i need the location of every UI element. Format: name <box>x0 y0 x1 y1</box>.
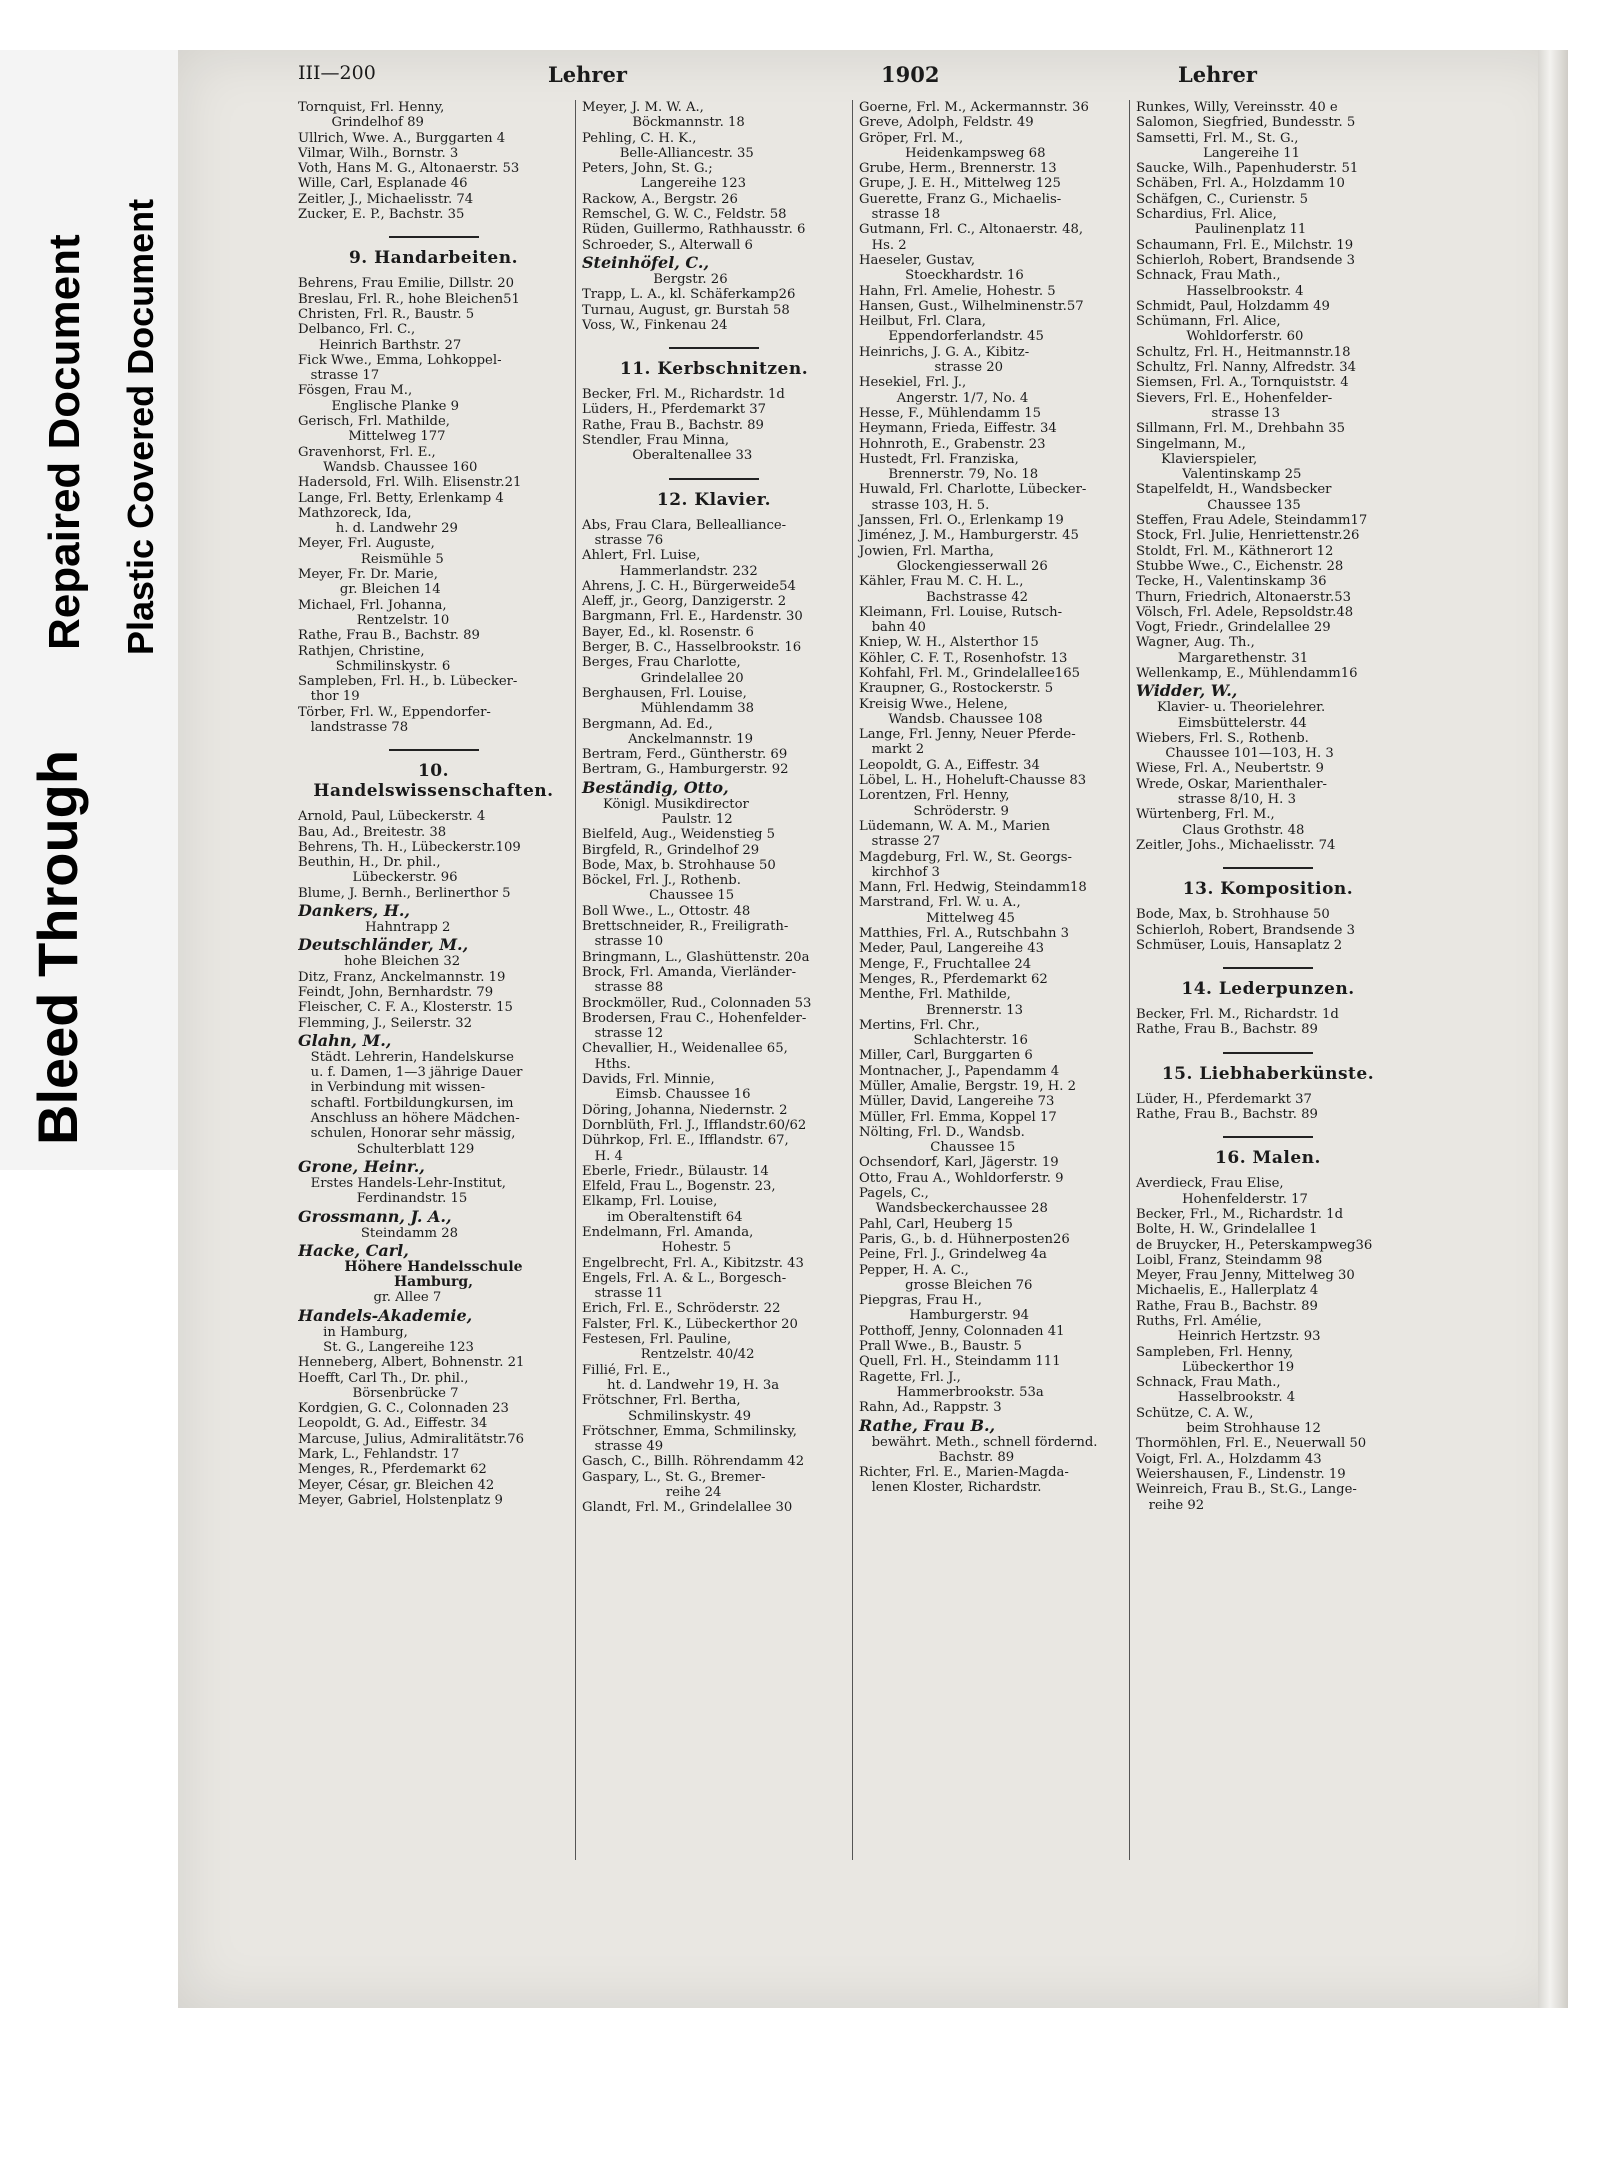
directory-entry: Bergstr. 26 <box>582 271 728 287</box>
directory-entry: Bargmann, Frl. E., Hardenstr. 30 <box>582 609 803 625</box>
directory-entry: Arnold, Paul, Lübeckerstr. 4 <box>298 809 486 825</box>
directory-entry: Becker, Frl. M., Richardstr. 1d <box>582 387 785 403</box>
directory-entry: Rathjen, Christine, Schmilinskystr. 6 <box>298 643 451 674</box>
directory-entry: Döring, Johanna, Niedernstr. 2 <box>582 1102 788 1118</box>
directory-entry: Gravenhorst, Frl. E., Wandsb. Chaussee 160 <box>298 444 478 475</box>
section-divider <box>1223 1052 1313 1054</box>
section-divider <box>389 749 479 751</box>
directory-entry: Bau, Ad., Breitestr. 38 <box>298 824 447 840</box>
directory-entry: Hesekiel, Frl. J., Angerstr. 1/7, No. 4 <box>859 375 1029 406</box>
directory-entry: Marcuse, Julius, Admiralitätstr.76 <box>298 1431 525 1447</box>
directory-entry: Schümann, Frl. Alice, Wohldorferstr. 60 <box>1136 314 1304 345</box>
section-heading: 13. Komposition. <box>1182 879 1354 900</box>
directory-entry: Menge, F., Fruchtallee 24 <box>859 956 1032 972</box>
directory-entry: Lüdemann, W. A. M., Marien strasse 27 <box>859 818 1051 850</box>
directory-entry: Schäfgen, C., Curienstr. 5 <box>1136 191 1309 207</box>
directory-entry: Schaumann, Frl. E., Milchstr. 19 <box>1136 237 1354 253</box>
directory-entry: Schnack, Frau Math., Hasselbrookstr. 4 <box>1136 1375 1296 1406</box>
directory-entry: Dornblüth, Frl. J., Ifflandstr.60/62 <box>582 1117 807 1133</box>
directory-entry: Brockmöller, Rud., Colonnaden 53 <box>582 995 812 1011</box>
directory-entry: Klavier- u. Theorielehrer. Eimsbüttelerstr. 44 <box>1156 700 1326 731</box>
directory-entry: Henneberg, Albert, Bohnenstr. 21 <box>298 1355 525 1371</box>
directory-entry: Berger, B. C., Hasselbrookstr. 16 <box>582 640 802 656</box>
directory-entry: Hansen, Gust., Wilhelminenstr.57 <box>859 298 1084 314</box>
scanned-page <box>178 50 1568 2008</box>
directory-entry: Menthe, Frl. Mathilde, Brennerstr. 13 <box>859 987 1024 1018</box>
directory-entry: Huwald, Frl. Charlotte, Lübecker- strasse 103, H. 5. <box>859 482 1087 513</box>
directory-entry: Menges, R., Pferdemarkt 62 <box>298 1462 487 1478</box>
directory-entry: Marstrand, Frl. W. u. A., Mittelweg 45 <box>859 895 1021 926</box>
directory-entry: Voigt, Frl. A., Holzdamm 43 <box>1136 1451 1322 1467</box>
directory-entry: Böckel, Frl. J., Rothenb. Chaussee 15 <box>582 873 741 904</box>
directory-entry: Otto, Frau A., Wohldorferstr. 9 <box>859 1170 1064 1186</box>
directory-entry: Peters, John, St. G.; Langereihe 123 <box>582 161 747 192</box>
column-1 <box>298 100 575 1860</box>
directory-entry: Blume, J. Bernh., Berlinerthor 5 <box>298 885 511 901</box>
directory-entry: Kohfahl, Frl. M., Grindelallee165 <box>859 665 1080 681</box>
directory-entry: Michael, Frl. Johanna, Rentzelstr. 10 <box>298 597 450 628</box>
directory-entry: Sillmann, Frl. M., Drehbahn 35 <box>1136 421 1345 437</box>
directory-entry: Ullrich, Wwe. A., Burggarten 4 <box>298 130 506 146</box>
repaired-document-label: Repaired Document <box>40 234 89 650</box>
directory-entry: Loibl, Franz, Steindamm 98 <box>1136 1252 1323 1268</box>
directory-entry: Rackow, A., Bergstr. 26 <box>582 191 738 207</box>
directory-entry: Hahn, Frl. Amelie, Hohestr. 5 <box>859 283 1056 299</box>
directory-entry: Rathe, Frau B., Bachstr. 89 <box>298 628 480 644</box>
directory-entry: Elfeld, Frau L., Bogenstr. 23, <box>582 1179 776 1195</box>
directory-entry: Würtenberg, Frl. M., Claus Grothstr. 48 <box>1136 807 1305 838</box>
directory-entry: Gasch, C., Billh. Röhrendamm 42 <box>582 1454 805 1470</box>
directory-entry: gr. Allee 7 <box>298 1290 442 1306</box>
directory-entry: Hoefft, Carl Th., Dr. phil., Börsenbrücke 7 <box>298 1370 469 1401</box>
directory-entry: Hahntrapp 2 <box>298 920 451 936</box>
directory-entry: Potthoff, Jenny, Colonnaden 41 <box>859 1323 1065 1339</box>
directory-entry: Voss, W., Finkenau 24 <box>582 317 728 333</box>
directory-entry: Stapelfeldt, H., Wandsbecker Chaussee 135 <box>1136 482 1332 513</box>
directory-entry: de Bruycker, H., Peterskampweg36 <box>1136 1237 1373 1253</box>
directory-entry: Behrens, Th. H., Lübeckerstr.109 <box>298 839 521 855</box>
plastic-covered-label: Plastic Covered Document <box>120 198 161 655</box>
directory-entry: Brettschneider, R., Freiligrath- strasse 10 <box>582 919 789 950</box>
running-head <box>298 60 1408 94</box>
directory-entry: Gutmann, Frl. C., Altonaerstr. 48, Hs. 2 <box>859 222 1084 253</box>
directory-entry: Festesen, Frl. Pauline, Rentzelstr. 40/42 <box>582 1332 755 1363</box>
directory-entry: Schierloh, Robert, Brandsende 3 <box>1136 922 1356 938</box>
directory-entry: Gerisch, Frl. Mathilde, Mittelweg 177 <box>298 414 450 445</box>
directory-entry: Kähler, Frau M. C. H. L., Bachstrasse 42 <box>859 574 1029 605</box>
directory-entry: Lorentzen, Frl. Henny, Schröderstr. 9 <box>859 788 1010 819</box>
directory-entry: Stock, Frl. Julie, Henriettenstr.26 <box>1136 528 1360 544</box>
directory-entry: Hadersold, Frl. Wilh. Elisenstr.21 <box>298 475 522 491</box>
featured-name: Steinhöfel, C., <box>582 252 710 272</box>
directory-entry: Janssen, Frl. O., Erlenkamp 19 <box>859 513 1064 529</box>
directory-entry: Bode, Max, b. Strohhause 50 <box>582 857 776 873</box>
directory-entry: Schardius, Frl. Alice, Paulinenplatz 11 <box>1136 207 1307 238</box>
directory-entry: Bayer, Ed., kl. Rosenstr. 6 <box>582 624 754 640</box>
directory-entry: Salomon, Siegfried, Bundesstr. 5 <box>1136 115 1356 131</box>
directory-entry: Christen, Frl. R., Baustr. 5 <box>298 306 475 322</box>
directory-entry: Miller, Carl, Burggarten 6 <box>859 1048 1033 1064</box>
directory-entry: Meyer, Frl. Auguste, Reismühle 5 <box>298 536 444 567</box>
directory-entry: Stoldt, Frl. M., Käthnerort 12 <box>1136 543 1334 559</box>
directory-entry: Gröper, Frl. M., Heidenkampsweg 68 <box>859 130 1046 161</box>
directory-entry: Erich, Frl. E., Schröderstr. 22 <box>582 1301 781 1317</box>
directory-entry: Fick Wwe., Emma, Lohkoppel- strasse 17 <box>298 352 502 384</box>
directory-entry: in Hamburg, St. G., Langereihe 123 <box>323 1324 474 1355</box>
featured-name: Beständig, Otto, <box>582 777 729 797</box>
directory-entry: Bringmann, L., Glashüttenstr. 20a <box>582 949 810 965</box>
section-heading: 9. Handarbeiten. <box>348 248 519 269</box>
directory-entry: Endelmann, Frl. Amanda, Hohestr. 5 <box>582 1225 754 1256</box>
directory-entry: Davids, Frl. Minnie, Eimsb. Chaussee 16 <box>582 1072 751 1103</box>
directory-entry: Fillié, Frl. E., ht. d. Landwehr 19, H. 3a <box>582 1362 780 1393</box>
directory-entry: Menges, R., Pferdemarkt 62 <box>859 971 1048 987</box>
directory-entry: Meyer, J. M. W. A., Böckmannstr. 18 <box>582 100 745 131</box>
directory-entry: Meyer, Gabriel, Holstenplatz 9 <box>298 1492 503 1508</box>
section-heading: 12. Klavier. <box>656 489 772 510</box>
directory-entry: Pagels, C., Wandsbeckerchaussee 28 <box>859 1186 1048 1217</box>
directory-entry: Wille, Carl, Esplanade 46 <box>298 176 468 192</box>
directory-entry: Mertins, Frl. Chr., Schlachterstr. 16 <box>859 1017 1028 1049</box>
directory-entry: Zeitler, J., Michaelisstr. 74 <box>298 191 474 207</box>
directory-entry: Köhler, C. F. T., Rosenhofstr. 13 <box>859 650 1068 666</box>
featured-name: Deutschländer, M., <box>298 935 469 955</box>
directory-entry: Aleff, jr., Georg, Danzigerstr. 2 <box>582 594 787 610</box>
section-heading: 10. Handelswissenschaften. <box>313 761 554 802</box>
directory-entry: Falster, Frl. K., Lübeckerthor 20 <box>582 1316 798 1332</box>
directory-entry: Paris, G., b. d. Hühnerposten26 <box>859 1231 1070 1247</box>
directory-entry: Löbel, L. H., Hoheluft-Chausse 83 <box>859 773 1087 789</box>
column-3 <box>852 100 1129 1860</box>
directory-entry: Behrens, Frau Emilie, Dillstr. 20 <box>298 276 515 292</box>
directory-entry: Mark, L., Fehlandstr. 17 <box>298 1447 460 1463</box>
directory-entry: Matthies, Frl. A., Rutschbahn 3 <box>859 926 1070 942</box>
directory-entry: Sampleben, Frl. H., b. Lübecker- thor 19 <box>298 674 518 705</box>
directory-entry: Schäben, Frl. A., Holzdamm 10 <box>1136 176 1345 192</box>
section-heading: 14. Lederpunzen. <box>1181 979 1355 1000</box>
directory-entry: Heinrichs, J. G. A., Kibitz- strasse 20 <box>859 344 1030 376</box>
directory-entry: Saucke, Wilh., Papenhuderstr. 51 <box>1136 161 1359 177</box>
directory-entry: Piepgras, Frau H., Hamburgerstr. 94 <box>859 1293 1030 1324</box>
section-divider <box>1223 867 1313 869</box>
featured-name: Widder, W., <box>1136 681 1238 701</box>
directory-entry: Vilmar, Wilh., Bornstr. 3 <box>298 145 459 161</box>
directory-entry: Nölting, Frl. D., Wandsb. Chaussee 15 <box>859 1124 1025 1156</box>
directory-entry: Wellenkamp, E., Mühlendamm16 <box>1136 665 1358 681</box>
directory-entry: Rüden, Guillermo, Rathhausstr. 6 <box>582 222 806 238</box>
directory-entry: Montnacher, J., Papendamm 4 <box>859 1063 1060 1079</box>
directory-entry: Averdieck, Frau Elise, Hohenfelderstr. 17 <box>1136 1176 1308 1207</box>
directory-entry: Chevallier, H., Weidenallee 65, Hths. <box>582 1041 788 1072</box>
directory-entry: Brock, Frl. Amanda, Vierländer- strasse 88 <box>582 964 797 996</box>
directory-entry: Lange, Frl. Jenny, Neuer Pferde- markt 2 <box>859 727 1076 758</box>
directory-entry: Zeitler, Johs., Michaelisstr. 74 <box>1136 837 1336 853</box>
section-heading: 11. Kerbschnitzen. <box>619 359 809 380</box>
directory-entry: Grupe, J. E. H., Mittelweg 125 <box>859 176 1061 192</box>
directory-entry: Wiese, Frl. A., Neubertstr. 9 <box>1136 761 1324 777</box>
directory-entry: Steffen, Frau Adele, Steindamm17 <box>1136 513 1368 529</box>
directory-entry: Kleimann, Frl. Louise, Rutsch- bahn 40 <box>859 604 1063 636</box>
directory-entry: Leopoldt, G. A., Eiffestr. 34 <box>859 757 1040 773</box>
directory-entry: Ahlert, Frl. Luise, Hammerlandstr. 232 <box>582 548 758 579</box>
directory-entry: Gaspary, L., St. G., Bremer- reihe 24 <box>582 1469 766 1501</box>
directory-entry: bewährt. Meth., schnell fördernd. Bachstr. 89 <box>871 1434 1098 1465</box>
directory-entry: Brodersen, Frau C., Hohenfelder- strasse 12 <box>582 1010 807 1042</box>
directory-entry: Magdeburg, Frl. W., St. Georgs- kirchhof 3 <box>859 849 1072 880</box>
directory-entry: Berges, Frau Charlotte, Grindelallee 20 <box>582 655 744 686</box>
directory-entry: Törber, Frl. W., Eppendorfer- landstrasse 78 <box>298 704 491 735</box>
directory-entry: Sampleben, Frl. Henny, Lübeckerthor 19 <box>1136 1344 1295 1375</box>
directory-entry: Pehling, C. H. K., Belle-Alliancestr. 35 <box>582 130 754 161</box>
directory-entry: Heymann, Frieda, Eiffestr. 34 <box>859 421 1057 437</box>
directory-entry: Weiershausen, F., Lindenstr. 19 <box>1136 1466 1346 1482</box>
featured-line: Höhere Handelsschule Hamburg, <box>344 1258 523 1291</box>
directory-entry: Frötschner, Frl. Bertha, Schmilinskystr. 49 <box>582 1393 751 1424</box>
directory-entry: Boll Wwe., L., Ottostr. 48 <box>582 903 751 919</box>
directory-entry: Schroeder, S., Alterwall 6 <box>582 237 753 253</box>
directory-entry: Heilbut, Frl. Clara, Eppendorferlandstr. 45 <box>859 314 1044 345</box>
directory-entry: Haeseler, Gustav, Stoeckhardstr. 16 <box>859 252 1024 284</box>
directory-entry: Goerne, Frl. M., Ackermannstr. 36 <box>859 100 1089 115</box>
directory-entry: Bergmann, Ad. Ed., Anckelmannstr. 19 <box>582 716 753 747</box>
directory-entry: Remschel, G. W. C., Feldstr. 58 <box>582 207 787 223</box>
directory-entry: Thormöhlen, Frl. E., Neuerwall 50 <box>1136 1436 1367 1452</box>
directory-entry: Eberle, Friedr., Bülaustr. 14 <box>582 1163 769 1179</box>
directory-entry: Sievers, Frl. E., Hohenfelder- strasse 13 <box>1136 390 1333 421</box>
directory-entry: Becker, Frl., M., Richardstr. 1d <box>1136 1206 1344 1222</box>
directory-entry: Rathe, Frau B., Bachstr. 89 <box>582 417 764 433</box>
directory-entry: Meyer, César, gr. Bleichen 42 <box>298 1477 495 1493</box>
directory-entry: Engelbrecht, Frl. A., Kibitzstr. 43 <box>582 1255 804 1271</box>
directory-entry: Völsch, Frl. Adele, Repsoldstr.48 <box>1136 604 1354 620</box>
directory-entry: Mann, Frl. Hedwig, Steindamm18 <box>859 880 1087 896</box>
directory-entry: Rathe, Frau B., Bachstr. 89 <box>1136 1022 1318 1038</box>
column-4 <box>1129 100 1406 1860</box>
directory-entry: Müller, David, Langereihe 73 <box>859 1094 1055 1110</box>
featured-name: Dankers, H., <box>298 901 410 921</box>
directory-entry: Hesse, F., Mühlendamm 15 <box>859 405 1041 421</box>
directory-entry: Bode, Max, b. Strohhause 50 <box>1136 907 1330 923</box>
directory-entry: Quell, Frl. H., Steindamm 111 <box>859 1354 1061 1370</box>
directory-entry: Müller, Frl. Emma, Koppel 17 <box>859 1109 1057 1125</box>
directory-entry: Fösgen, Frau M., Englische Planke 9 <box>298 383 460 414</box>
directory-entry: Schultz, Frl. H., Heitmannstr.18 <box>1136 344 1351 360</box>
directory-entry: Ochsendorf, Karl, Jägerstr. 19 <box>859 1155 1059 1171</box>
column-2 <box>575 100 852 1860</box>
directory-entry: Stendler, Frau Minna, Oberaltenallee 33 <box>582 433 753 464</box>
directory-entry: Tecke, H., Valentinskamp 36 <box>1136 574 1327 590</box>
directory-entry: Kreisig Wwe., Helene, Wandsb. Chaussee 108 <box>859 696 1043 727</box>
directory-entry: Berghausen, Frl. Louise, Mühlendamm 38 <box>582 685 754 717</box>
directory-entry: Kraupner, G., Rostockerstr. 5 <box>859 681 1054 697</box>
bleed-through-label: Bleed Through <box>26 749 89 1145</box>
directory-entry: Schultz, Frl. Nanny, Alfredstr. 34 <box>1136 360 1357 376</box>
directory-entry: Stubbe Wwe., C., Eichenstr. 28 <box>1136 558 1344 574</box>
directory-entry: Jowien, Frl. Martha, Glockengiesserwall 26 <box>859 543 1048 574</box>
directory-entry: Runkes, Willy, Vereinsstr. 40 e <box>1136 100 1338 115</box>
directory-entry: Samsetti, Frl. M., St. G., Langereihe 11 <box>1136 130 1301 161</box>
page-number: III—200 <box>298 62 376 84</box>
directory-entry: Delbanco, Frl. C., Heinrich Barthstr. 27 <box>298 322 462 353</box>
directory-entry: Hustedt, Frl. Franziska, Brennerstr. 79, No. 18 <box>859 451 1039 483</box>
directory-entry: Schnack, Frau Math., Hasselbrookstr. 4 <box>1136 268 1304 299</box>
directory-entry: Becker, Frl. M., Richardstr. 1d <box>1136 1007 1339 1023</box>
directory-entry: Müller, Amalie, Bergstr. 19, H. 2 <box>859 1079 1076 1094</box>
directory-entry: Engels, Frl. A. & L., Borgesch- strasse 11 <box>582 1270 787 1302</box>
directory-entry: Zucker, E. P., Bachstr. 35 <box>298 207 465 223</box>
section-divider <box>1223 1136 1313 1138</box>
featured-name: Glahn, M., <box>298 1030 392 1050</box>
directory-entry: Flemming, J., Seilerstr. 32 <box>298 1015 473 1031</box>
directory-entry: Peine, Frl. J., Grindelweg 4a <box>859 1247 1047 1263</box>
directory-entry: Wiebers, Frl. S., Rothenb. Chaussee 101—103, H. 3 <box>1136 730 1334 762</box>
directory-entry: Bolte, H. W., Grindelallee 1 <box>1136 1222 1318 1238</box>
directory-entry: Erstes Handels-Lehr-Institut, Ferdinandstr. 15 <box>310 1175 506 1207</box>
directory-entry: Kniep, W. H., Alsterthor 15 <box>859 635 1039 651</box>
directory-entry: Lüder, H., Pferdemarkt 37 <box>1136 1091 1312 1107</box>
directory-entry: Ditz, Franz, Anckelmannstr. 19 <box>298 969 506 985</box>
directory-entry: Kordgien, G. C., Colonnaden 23 <box>298 1401 509 1417</box>
directory-entry: Ahrens, J. C. H., Bürgerweide54 <box>582 578 796 594</box>
directory-entry: Abs, Frau Clara, Bellealliance- strasse 76 <box>582 517 787 548</box>
directory-entry: hohe Bleichen 32 <box>298 954 461 970</box>
directory-entry: Schmidt, Paul, Holzdamm 49 <box>1136 298 1330 314</box>
directory-entry: Feindt, John, Bernhardstr. 79 <box>298 984 494 1000</box>
directory-entry: Rahn, Ad., Rappstr. 3 <box>859 1400 1002 1416</box>
directory-entry: Voth, Hans M. G., Altonaerstr. 53 <box>298 161 520 177</box>
directory-entry: Rathe, Frau B., Bachstr. 89 <box>1136 1107 1318 1123</box>
directory-entry: Greve, Adolph, Feldstr. 49 <box>859 115 1034 131</box>
featured-name: Hacke, Carl, <box>298 1240 409 1260</box>
directory-entry: Elkamp, Frl. Louise, im Oberaltenstift 64 <box>582 1194 743 1225</box>
directory-entry: Mathzoreck, Ida, h. d. Landwehr 29 <box>298 505 458 537</box>
directory-entry: Ragette, Frl. J., Hammerbrookstr. 53a <box>859 1369 1044 1400</box>
directory-entry: Michaelis, E., Hallerplatz 4 <box>1136 1283 1319 1299</box>
directory-entry: Trapp, L. A., kl. Schäferkamp26 <box>582 287 796 303</box>
section-divider <box>389 236 479 238</box>
directory-entry: Wrede, Oskar, Marienthaler- strasse 8/10, H. 3 <box>1136 776 1327 808</box>
directory-entry: Fleischer, C. F. A., Klosterstr. 15 <box>298 1000 513 1016</box>
directory-entry: Frötschner, Emma, Schmilinsky, strasse 49 <box>582 1423 797 1455</box>
directory-entry: Meyer, Fr. Dr. Marie, gr. Bleichen 14 <box>298 567 441 598</box>
directory-entry: Pahl, Carl, Heuberg 15 <box>859 1216 1013 1232</box>
directory-entry: Lüders, H., Pferdemarkt 37 <box>582 402 767 418</box>
directory-entry: Wagner, Aug. Th., Margarethenstr. 31 <box>1136 635 1309 666</box>
directory-entry: Birgfeld, R., Grindelhof 29 <box>582 842 760 858</box>
directory-entry: Turnau, August, gr. Burstah 58 <box>582 302 790 318</box>
directory-entry: Bertram, Ferd., Güntherstr. 69 <box>582 747 788 763</box>
section-divider <box>1223 967 1313 969</box>
featured-name: Rathe, Frau B., <box>859 1415 996 1435</box>
directory-entry: Schierloh, Robert, Brandsende 3 <box>1136 252 1356 268</box>
directory-entry: Richter, Frl. E., Marien-Magda- lenen Kloster, Richardstr. <box>859 1465 1069 1496</box>
featured-name: Handels-Akademie, <box>298 1305 473 1325</box>
directory-entry: Bertram, G., Hamburgerstr. 92 <box>582 762 789 778</box>
directory-entry: Lange, Frl. Betty, Erlenkamp 4 <box>298 490 504 506</box>
directory-entry: Beuthin, H., Dr. phil., Lübeckerstr. 96 <box>298 855 458 886</box>
directory-entry: Meder, Paul, Langereihe 43 <box>859 941 1044 957</box>
directory-entry: Grube, Herm., Brennerstr. 13 <box>859 161 1057 177</box>
directory-entry: Bielfeld, Aug., Weidenstieg 5 <box>582 827 776 843</box>
section-heading: 16. Malen. <box>1215 1148 1321 1169</box>
directory-entry: Glandt, Frl. M., Grindelallee 30 <box>582 1500 793 1516</box>
directory-entry: Prall Wwe., B., Baustr. 5 <box>859 1339 1022 1355</box>
directory-entry: Breslau, Frl. R., hohe Bleichen51 <box>298 291 520 307</box>
directory-entry: Schmüser, Louis, Hansaplatz 2 <box>1136 937 1343 953</box>
directory-entry: Jiménez, J. M., Hamburgerstr. 45 <box>859 528 1079 544</box>
directory-entry: Leopoldt, G. Ad., Eiffestr. 34 <box>298 1416 488 1432</box>
directory-columns <box>298 100 1408 1860</box>
directory-entry: Ruths, Frl. Amélie, Heinrich Hertzstr. 93 <box>1136 1314 1321 1345</box>
directory-entry: Dührkop, Frl. E., Ifflandstr. 67, H. 4 <box>582 1133 789 1164</box>
directory-entry: Rathe, Frau B., Bachstr. 89 <box>1136 1298 1318 1314</box>
featured-name: Grone, Heinr., <box>298 1156 425 1176</box>
directory-entry: Weinreich, Frau B., St.G., Lange- reihe 92 <box>1136 1482 1357 1513</box>
directory-entry: Hohnroth, E., Grabenstr. 23 <box>859 436 1046 452</box>
featured-name: Grossmann, J. A., <box>298 1206 452 1226</box>
directory-entry: Vogt, Friedr., Grindelallee 29 <box>1136 620 1331 636</box>
directory-entry: Städt. Lehrerin, Handelskurse u. f. Damen, 1—3 jährige Dauer in Verbindung mit wissen- schaftl. Fortbildungkursen, im Anschluss an höhere Mädchen- schulen, Honorar sehr mässig, Schulterblatt 129 <box>310 1049 523 1157</box>
directory-entry: Schütze, C. A. W., beim Strohhause 12 <box>1136 1405 1321 1437</box>
section-heading: 15. Liebhaberkünste. <box>1161 1063 1375 1084</box>
running-head-right: Lehrer <box>1178 62 1257 87</box>
directory-entry: Steindamm 28 <box>298 1225 459 1241</box>
directory-entry: Siemsen, Frl. A., Tornquiststr. 4 <box>1136 375 1349 391</box>
directory-entry: Tornquist, Frl. Henny, Grindelhof 89 <box>298 100 445 131</box>
running-head-year: 1902 <box>881 62 940 87</box>
directory-entry: Thurn, Friedrich, Altonaerstr.53 <box>1136 589 1352 605</box>
directory-entry: Meyer, Frau Jenny, Mittelweg 30 <box>1136 1268 1355 1284</box>
directory-entry: Königl. Musikdirector Paulstr. 12 <box>602 796 749 827</box>
directory-entry: Guerette, Franz G., Michaelis- strasse 18 <box>859 191 1062 223</box>
directory-entry: Pepper, H. A. C., grosse Bleichen 76 <box>859 1262 1033 1293</box>
directory-entry: Singelmann, M., Klavierspieler, Valentinskamp 25 <box>1136 436 1302 483</box>
running-head-left: Lehrer <box>548 62 627 87</box>
section-divider <box>669 478 759 480</box>
section-divider <box>669 347 759 349</box>
